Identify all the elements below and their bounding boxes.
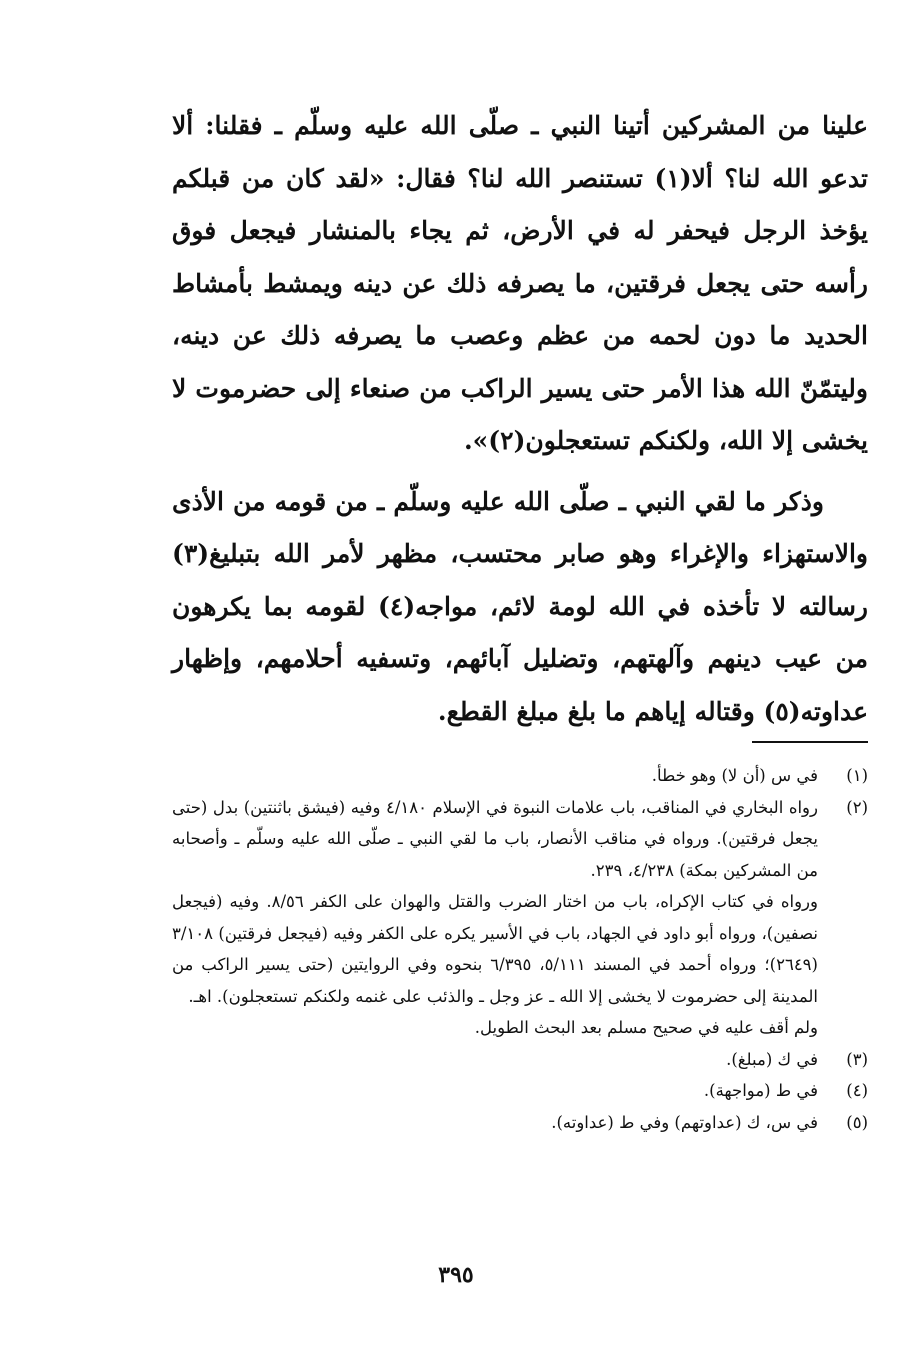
footnote-number: (٣) xyxy=(846,1049,868,1069)
footnote-text: في س، ك (عداوتهم) وفي ط (عداوته). xyxy=(551,1112,818,1132)
footnote-number: (١) xyxy=(846,766,868,785)
footnote-text-continued: ورواه في كتاب الإكراه، باب من اختار الضرب والقتل والهوان على الكفر ٨/٥٦. وفيه (فيجعل نصفين)، ورواه أبو داود في الجهاد، باب في الأسير يكره على الكفر وفيه (فيجعل فرقتين) ٣/١٠٨ (٢٦٤٩)؛ ورواه أحمد في المسند ٥/١١١، ٦/٣٩٥ بنحوه وفي الروايتين (حتى يسير الراكب من المدينة إلى حضرموت لا يخشى إلا الله ـ عز وجل ـ والذئب على غنمه ولكنكم تستعجلون). اهـ. xyxy=(172,892,818,1006)
footnote-2 xyxy=(172,792,868,1044)
footnote-text: في ط (مواجهة). xyxy=(703,1081,818,1100)
page-number: ٣٩٥ xyxy=(438,1262,474,1288)
footnote-number: (٢) xyxy=(846,797,868,817)
footnote-text: في ك (مبلغ). xyxy=(726,1049,818,1069)
footnote-4 xyxy=(172,1075,868,1107)
footnote-3 xyxy=(172,1044,868,1076)
main-text xyxy=(172,100,868,738)
footnote-number: (٤) xyxy=(846,1081,868,1100)
footnote-1 xyxy=(172,760,868,792)
paragraph-1: علينا من المشركين أتينا النبي ـ صلّى الله عليه وسلّم ـ فقلنا: ألا تدعو الله لنا؟ ألا(١) تستنصر الله لنا؟ فقال: «لقد كان من قبلكم يؤخذ الرجل فيحفر له في الأرض، ثم يجاء بالمنشار فيجعل فوق رأسه حتى يجعل فرقتين، ما يصرفه ذلك عن دينه ويمشط بأمشاط الحديد ما دون لحمه من عظم وعصب ما يصرفه ذلك عن دينه، وليتمّنّ الله هذا الأمر حتى يسير الراكب من صنعاء إلى حضرموت لا يخشى إلا الله، ولكنكم تستعجلون(٢)». xyxy=(172,111,868,455)
paragraph-2: وذكر ما لقي النبي ـ صلّى الله عليه وسلّم ـ من قومه من الأذى والاستهزاء والإغراء وهو صابر محتسب، مظهر لأمر الله بتبليغ(٣) رسالته لا تأخذه في الله لومة لائم، مواجه(٤) لقومه بما يكرهون من عيب دينهم وآلهتهم، وتضليل آبائهم، وتسفيه أحلامهم، وإظهار عداوته(٥) وقتاله إياهم ما بلغ مبلغ القطع. xyxy=(172,486,868,726)
footnote-number: (٥) xyxy=(846,1112,868,1132)
footnote-text-final: ولم أقف عليه في صحيح مسلم بعد البحث الطويل. xyxy=(474,1018,818,1037)
footnote-separator xyxy=(752,741,868,743)
footnote-text: في س (أن لا) وهو خطأ. xyxy=(651,766,818,785)
footnotes xyxy=(172,760,868,1138)
footnote-5 xyxy=(172,1107,868,1139)
footnote-text: رواه البخاري في المناقب، باب علامات النبوة في الإسلام ٤/١٨٠ وفيه (فيشق باثنتين) بدل (حتى يجعل فرقتين). ورواه في مناقب الأنصار، باب ما لقي النبي ـ صلّى الله عليه وسلّم ـ وأصحابه من المشركين بمكة) ٤/٢٣٨، ٢٣٩. xyxy=(172,797,818,880)
